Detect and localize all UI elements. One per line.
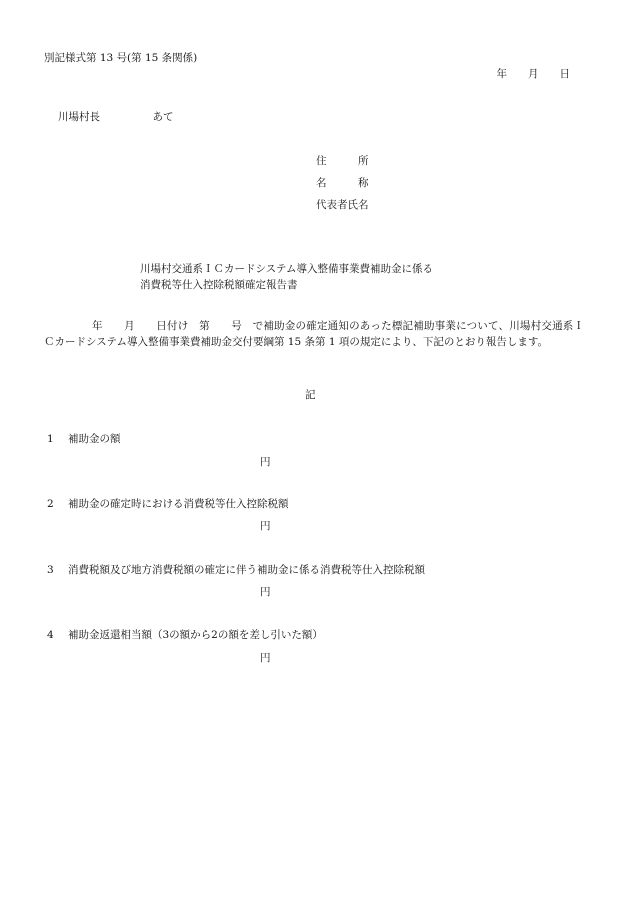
yen-unit: 円 [260,586,271,598]
item-number: 1 [47,433,54,445]
item-number: 4 [47,629,54,641]
document-title-line2: 消費税等仕入控除税額確定報告書 [140,279,298,291]
yen-unit: 円 [260,520,271,532]
item-label: 消費税額及び地方消費税額の確定に伴う補助金に係る消費税等仕入控除税額 [68,564,425,576]
date-line: 年 月 日 [496,68,570,80]
item-label: 補助金の確定時における消費税等仕入控除税額 [68,498,289,510]
item-number: 2 [47,498,54,510]
document-title-line1: 川場村交通系ＩＣカードシステム導入整備事業費補助金に係る [140,263,433,275]
form-number: 別記様式第 13 号(第 15 条関係) [44,52,198,64]
yen-unit: 円 [260,652,271,664]
item-label: 補助金返還相当額（3の額から2の額を差し引いた額） [68,629,323,641]
item-label: 補助金の額 [68,433,121,445]
addressee: 川場村長 あて [58,111,174,123]
sender-name-label: 名 称 [316,177,369,189]
yen-unit: 円 [260,456,271,468]
sender-address-label: 住 所 [316,155,369,167]
ki-heading: 記 [305,389,316,401]
sender-representative-label: 代表者氏名 [316,199,369,211]
item-number: 3 [47,564,54,576]
body-paragraph: 年 月 日付け 第 号 で補助金の確定通知のあった標記補助事業について、川場村交通系ＩＣカードシステム導入整備事業費補助金交付要綱第 15 条第 1 項の規定により、下記のとおり報告します。 [44,320,584,348]
